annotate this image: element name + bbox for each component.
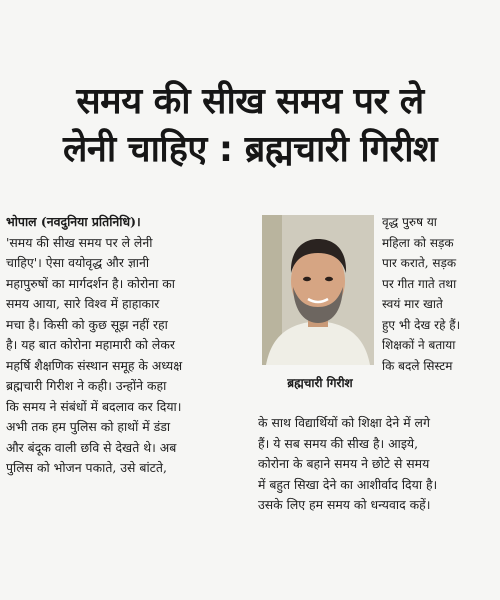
- article-line: स्वयं मार खाते: [382, 297, 443, 311]
- article-line: पर गीत गाते तथा: [382, 276, 457, 291]
- article-line: महापुरुषों का मार्गदर्शन है। कोरोना का: [6, 275, 176, 291]
- headline-line-2: लेनी चाहिए : ब्रह्मचारी गिरीश: [62, 129, 438, 170]
- headline: [0, 78, 500, 174]
- article-line: चाहिए'। ऐसा वयोवृद्ध और ज्ञानी: [6, 255, 150, 270]
- article-line: कोरोना के बहाने समय ने छोटे से समय: [258, 456, 430, 471]
- article-line: हुए भी देख रहे हैं।: [382, 317, 461, 332]
- article-right-column-bottom: [258, 413, 494, 516]
- article-line: मचा है। किसी को कुछ सूझ नहीं रहा: [6, 316, 168, 332]
- article-line: वृद्ध पुरुष या: [382, 215, 437, 229]
- portrait-illustration: [262, 215, 374, 365]
- article-line: कि समय ने संबंधों में बदलाव कर दिया।: [6, 398, 182, 414]
- article-line: पार कराते, सड़क: [382, 256, 457, 270]
- article-left-column: [6, 212, 244, 479]
- portrait-photo: [262, 215, 374, 365]
- article-line: अभी तक हम पुलिस को हाथों में डंडा: [6, 419, 171, 434]
- article-line: शिक्षकों ने बताया: [382, 338, 456, 352]
- headline-line-1: समय की सीख समय पर ले: [76, 81, 424, 122]
- article-line: 'समय की सीख समय पर ले लेनी: [6, 234, 153, 250]
- article-right-column-top: [382, 212, 494, 376]
- article-line: उसके लिए हम समय को धन्यवाद कहें।: [258, 497, 431, 512]
- photo-caption: ब्रह्मचारी गिरीश: [287, 376, 353, 390]
- article-line: हैं। ये सब समय की सीख है। आइये,: [258, 435, 419, 451]
- article-line: और बंदूक वाली छवि से देखते थे। अब: [6, 439, 177, 455]
- article-line: के साथ विद्यार्थियों को शिक्षा देने में लगे: [258, 415, 430, 430]
- article-line: महर्षि शैक्षणिक संस्थान समूह के अध्यक्ष: [6, 357, 183, 373]
- article-line: कि बदले सिस्टम: [382, 358, 453, 373]
- article-line: ब्रह्मचारी गिरीश ने कही। उन्होंने कहा: [6, 378, 167, 393]
- article-line: महिला को सड़क: [382, 235, 454, 250]
- article-line: पुलिस को भोजन पकाते, उसे बांटते,: [6, 460, 167, 475]
- article-line: है। यह बात कोरोना महामारी को लेकर: [6, 337, 175, 352]
- article-line: में बहुत सिखा देने का आशीर्वाद दिया है।: [258, 476, 438, 492]
- article-line: भोपाल (नवदुनिया प्रतिनिधि)।: [6, 214, 141, 229]
- article-line: समय आया, सारे विश्व में हाहाकार: [6, 296, 160, 311]
